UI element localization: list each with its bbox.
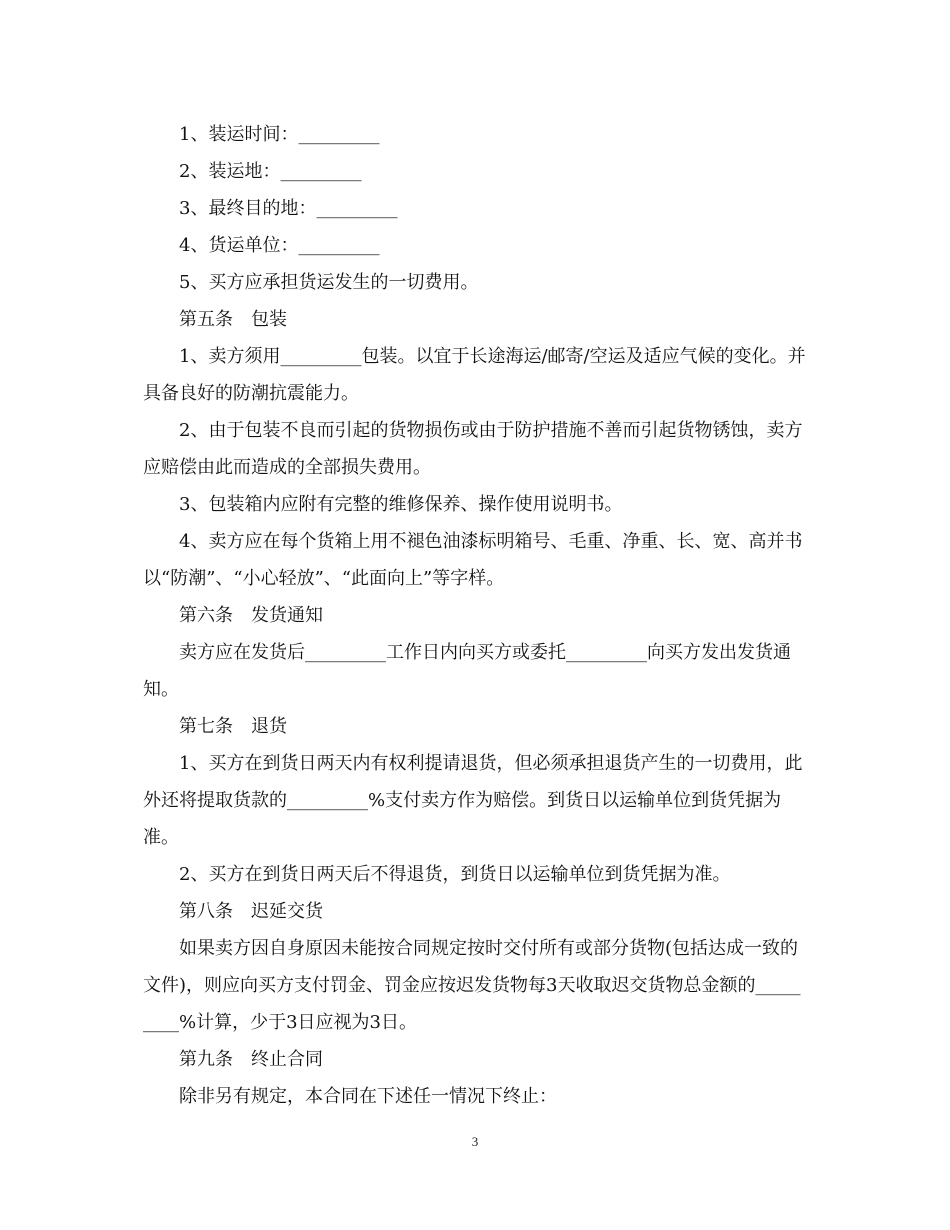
article-7-clause-1: 1、买方在到货日两天内有权利提请退货，但必须承担退货产生的一切费用，此外还将提取货款的_________%支付卖方作为赔偿。到货日以运输单位到货凭据为准。 bbox=[143, 753, 803, 848]
article-6-body: 卖方应在发货后_________工作日内向买方或委托_________向买方发出发货通知。 bbox=[143, 642, 791, 700]
article-5-clause-1: 1、卖方须用_________包装。以宜于长途海运/邮寄/空运及适应气候的变化。并具备良好的防潮抗震能力。 bbox=[143, 346, 806, 404]
article-7-clause-2: 2、买方在到货日两天后不得退货，到货日以运输单位到货凭据为准。 bbox=[179, 864, 731, 885]
article-5-heading: 第五条 包装 bbox=[179, 309, 287, 330]
article-5-clause-2: 2、由于包装不良而引起的货物损伤或由于防护措施不善而引起货物锈蚀，卖方应赔偿由此而造成的全部损失费用。 bbox=[143, 420, 803, 478]
article-5-clause-4: 4、卖方应在每个货箱上用不褪色油漆标明箱号、毛重、净重、长、宽、高并书以“防潮”、“小心轻放”、“此面向上”等字样。 bbox=[143, 531, 803, 589]
article-6-heading: 第六条 发货通知 bbox=[179, 605, 323, 626]
article-8-body: 如果卖方因自身原因未能按合同规定按时交付所有或部分货物(包括达成一致的文件)，则应向买方支付罚金、罚金应按迟发货物每3天收取迟交货物总金额的_________%计算，少于3日应视为3日。 bbox=[143, 938, 801, 1033]
article-9-heading: 第九条 终止合同 bbox=[179, 1049, 323, 1070]
page-number: 3 bbox=[471, 1134, 479, 1149]
shipping-time-line: 1、装运时间：_________ bbox=[179, 124, 380, 145]
shipping-place-line: 2、装运地：_________ bbox=[179, 161, 362, 182]
freight-cost-line: 5、买方应承担货运发生的一切费用。 bbox=[179, 272, 479, 293]
carrier-line: 4、货运单位：_________ bbox=[179, 235, 380, 256]
article-7-heading: 第七条 退货 bbox=[179, 716, 287, 737]
article-9-body: 除非另有规定，本合同在下述任一情况下终止： bbox=[179, 1086, 557, 1107]
article-5-clause-3: 3、包装箱内应附有完整的维修保养、操作使用说明书。 bbox=[179, 494, 623, 515]
document-body bbox=[143, 116, 808, 1115]
final-destination-line: 3、最终目的地：_________ bbox=[179, 198, 398, 219]
article-8-heading: 第八条 迟延交货 bbox=[179, 901, 323, 922]
